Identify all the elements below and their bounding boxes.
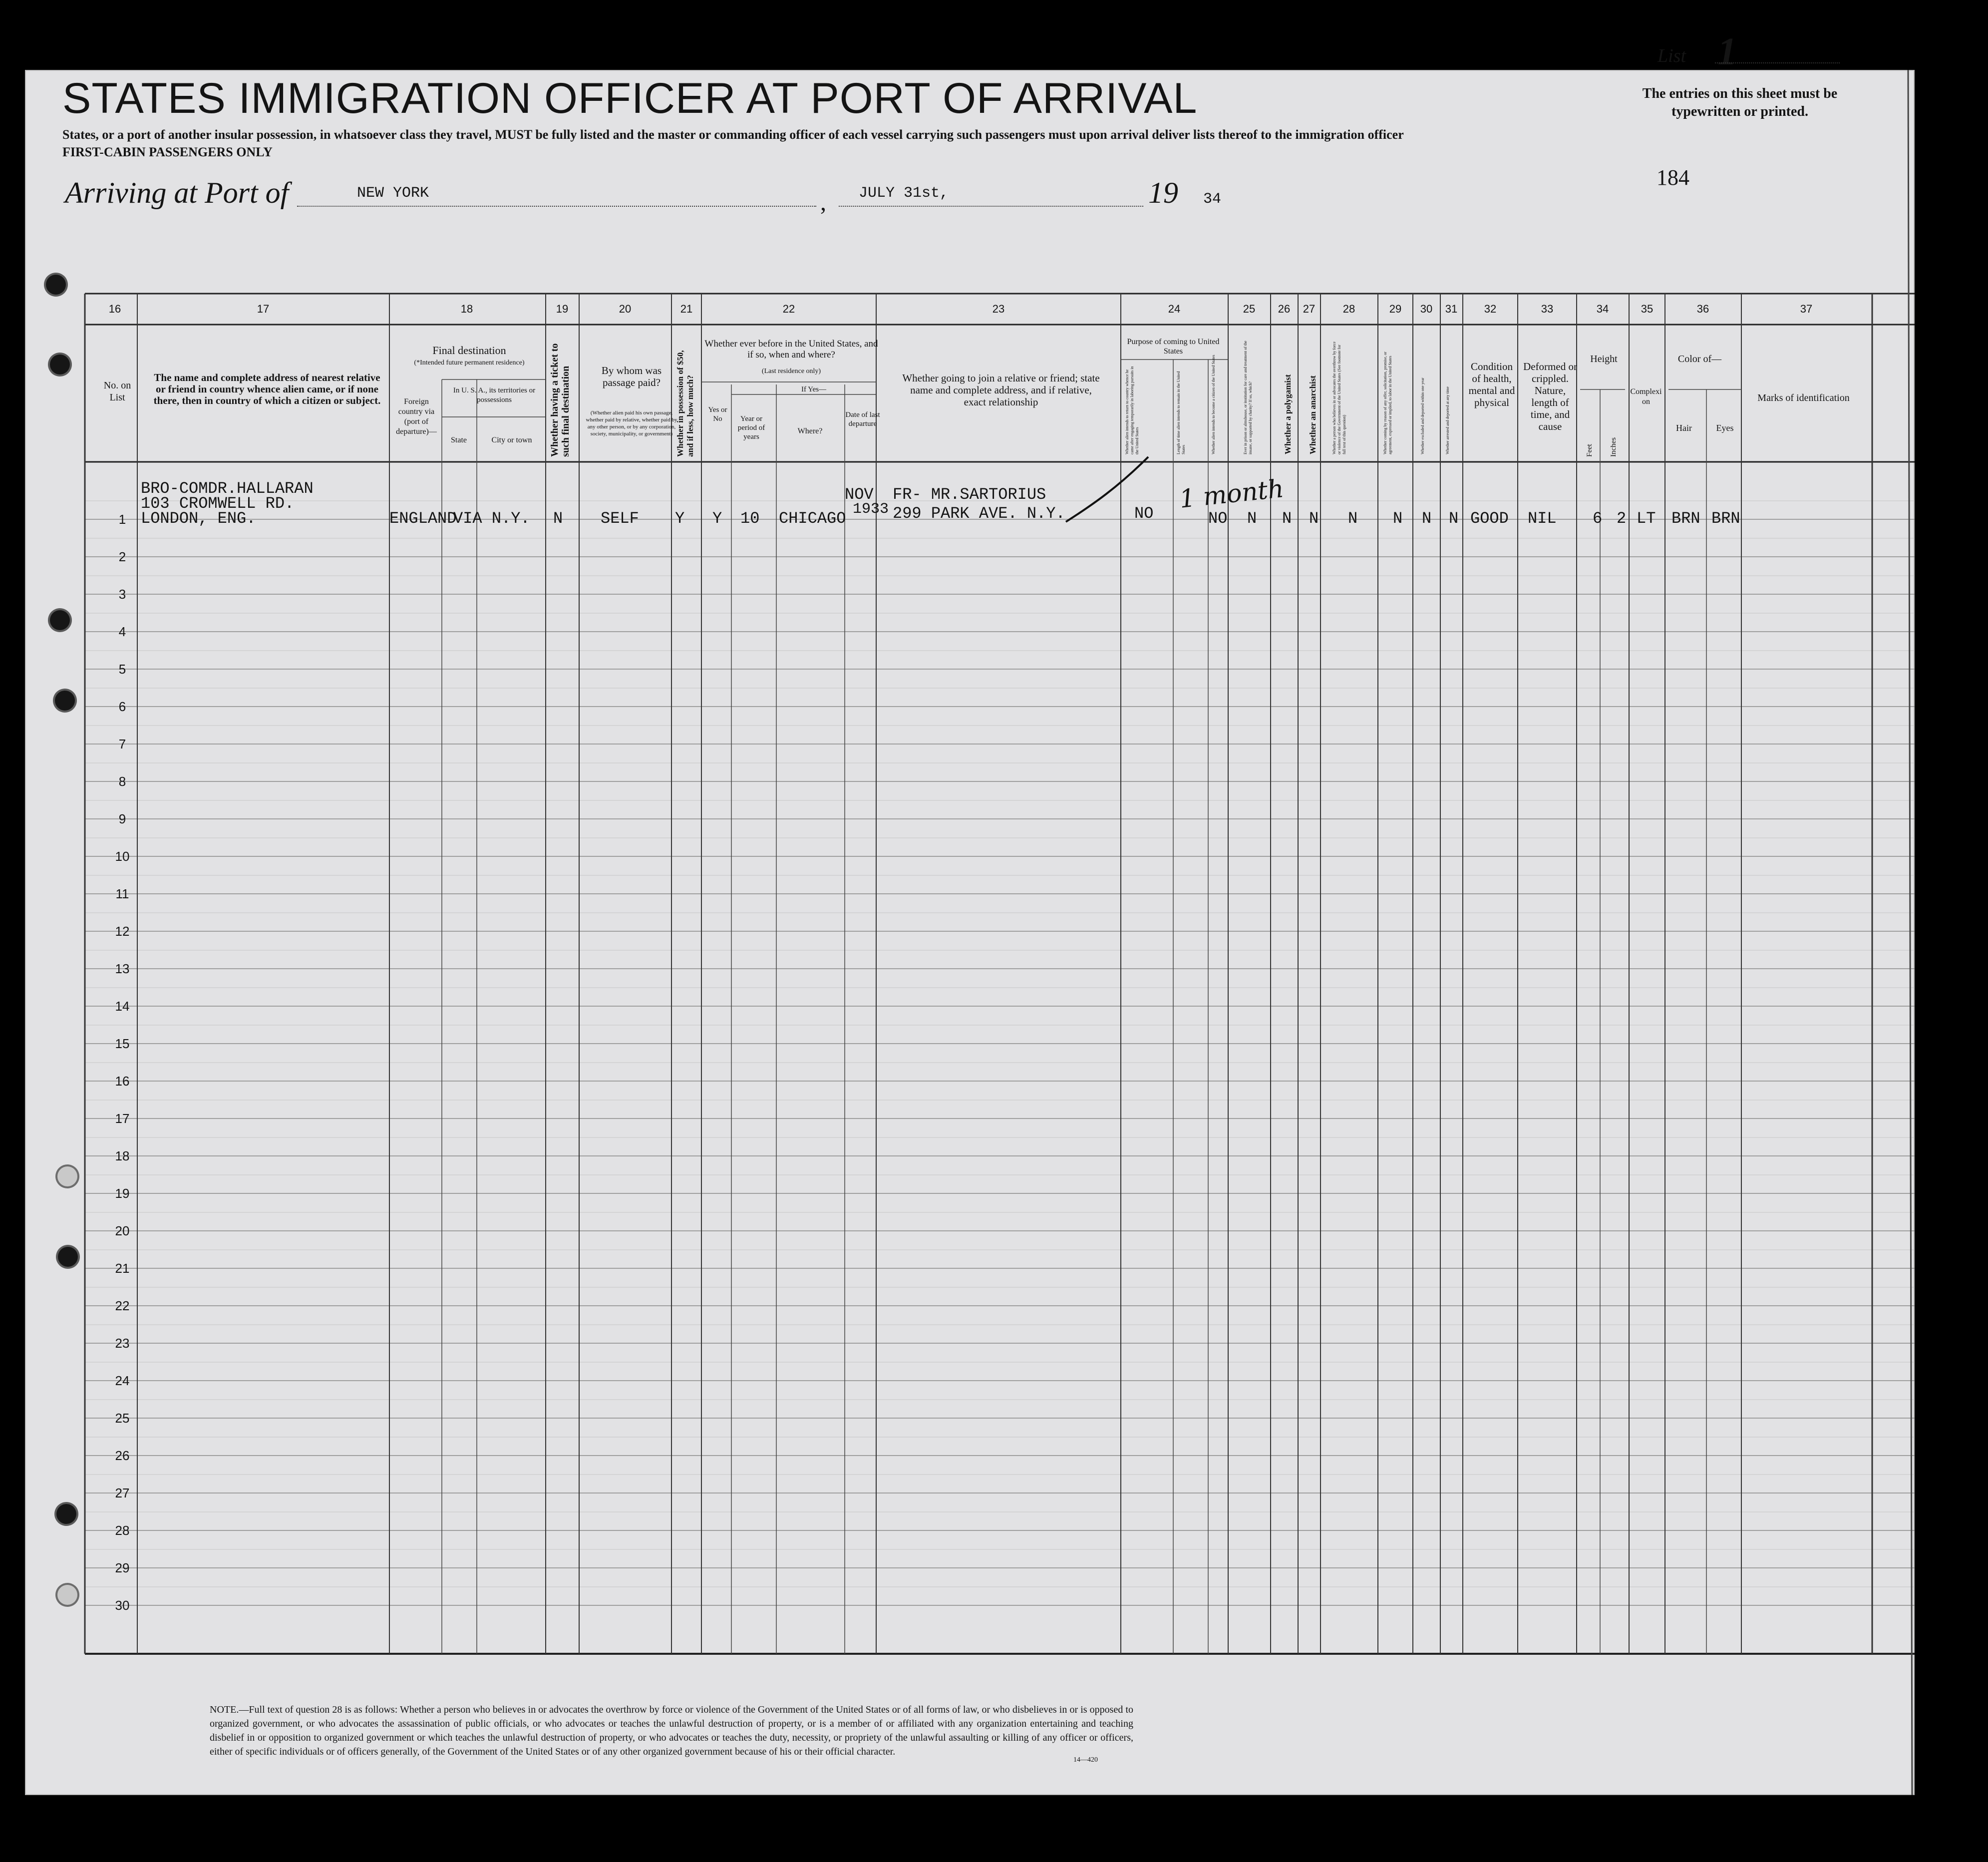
row-number-3: 3 [118, 587, 126, 602]
row-number-17: 17 [115, 1111, 130, 1126]
row-number-4: 4 [118, 624, 126, 639]
arrival-date: JULY 31st, [859, 185, 949, 202]
complexion: LT [1637, 509, 1656, 528]
col34-inches-header: Inches [1610, 437, 1618, 457]
col24-header: Purpose of coming to United States [1127, 338, 1220, 356]
foreign-country: ENGLAND [389, 509, 457, 528]
row-number-1: 1 [118, 512, 126, 527]
col26-header: Whether a polygamist [1283, 374, 1293, 454]
col33-header: Deformed or crippled. Nature, length of time, and cause [1523, 361, 1577, 432]
column-number-29: 29 [1389, 303, 1402, 315]
last-departure-year: 1933 [853, 501, 889, 518]
col22-date: Date of last departure [845, 411, 880, 428]
col30-header: Whether excluded and deported within one year [1420, 377, 1425, 454]
row-number-24: 24 [115, 1373, 130, 1388]
previous-years: 10 [740, 509, 760, 528]
col32-header: Condition of health, mental and physical [1468, 361, 1515, 408]
col22-header: Whether ever before in the United States, and if so, when and where? [704, 339, 878, 360]
col21-header: Whether in possession of $50, and if less, how much? [675, 350, 695, 457]
col22-note: (Last residence only) [761, 368, 821, 375]
col18-state-header: State [451, 436, 467, 444]
column-number-24: 24 [1168, 303, 1181, 315]
column-number-36: 36 [1696, 303, 1709, 315]
col23-header: Whether going to join a relative or friend; state name and complete address, and if relative, exact relationship [902, 372, 1100, 408]
row-number-10: 10 [115, 849, 130, 864]
column-number-16: 16 [108, 303, 121, 315]
row-number-18: 18 [115, 1148, 130, 1163]
col27-header: Whether an anarchist [1308, 375, 1318, 454]
relative-city: LONDON, ENG. [141, 509, 256, 528]
port-value: NEW YORK [357, 185, 429, 202]
col36-eyes-header: Eyes [1716, 423, 1734, 433]
height-feet: 6 [1593, 509, 1603, 528]
column-number-21: 21 [680, 303, 693, 315]
row-number-27: 27 [115, 1486, 130, 1500]
row-number-11: 11 [115, 886, 129, 901]
col37-header: Marks of identification [1757, 392, 1850, 403]
last-departure-month: NOV [845, 485, 874, 504]
height-inches: 2 [1617, 509, 1627, 528]
arrested: N [1449, 509, 1459, 528]
col25-header: Ever in prison or almshouse, or institution for care and treatment of the insane, or supported by charity? If so, which? [1243, 341, 1253, 454]
column-number-37: 37 [1800, 303, 1813, 315]
page-title: STATES IMMIGRATION OFFICER AT PORT OF ARRIVAL [62, 74, 1198, 122]
row-number-28: 28 [115, 1523, 130, 1538]
col22-where: Where? [797, 427, 823, 435]
year-suffix: 34 [1203, 191, 1222, 208]
column-number-19: 19 [556, 303, 569, 315]
column-number-25: 25 [1243, 303, 1256, 315]
footnote: NOTE.—Full text of question 28 is as follows: Whether a person who believes in or advocates the overthrow by force or violence of the Government of the United States or of all forms of law, or who disbelieves in or is opposed to organized government, or who advocates the assassination of public officials, or who advocates or teaches the unlawful destruction of property, or is a member of or affiliated with any organization entertaining and teaching disbelief in or opposition to organized government or which teaches the unlawful destruction of property, or who advocates or teaches the duty, necessity, or propriety of the unlawful assaulting or killing of any officer or officers, either of specific individuals or of officers generally, of the Government of the United States or of any other organized government because of his or their official character. [210, 1704, 1133, 1757]
anarchist: N [1309, 509, 1319, 528]
column-number-23: 23 [992, 303, 1005, 315]
form-number: 14—420 [1073, 1756, 1098, 1764]
row-number-2: 2 [118, 549, 126, 564]
year-prefix: 19 [1148, 176, 1178, 209]
comma: , [820, 189, 826, 216]
row-number-14: 14 [115, 999, 130, 1014]
passage-paid-by: SELF [601, 509, 639, 528]
column-number-30: 30 [1420, 303, 1433, 315]
column-number-20: 20 [619, 303, 632, 315]
col18-header: Final destination [432, 344, 506, 357]
typewritten-note: The entries on this sheet must be typewritten or printed. [1642, 86, 1838, 119]
join-address: 299 PARK AVE. N.Y. [893, 504, 1065, 523]
col16-header: No. on List [103, 380, 131, 403]
col18-note: (*Intended future permanent residence) [414, 359, 525, 367]
row-number-29: 29 [115, 1560, 130, 1575]
row-number-16: 16 [115, 1074, 130, 1089]
ticket: N [553, 509, 563, 528]
via-port: VIA N.Y. [453, 509, 530, 528]
row-number-22: 22 [115, 1298, 130, 1313]
col20-header: By whom was passage paid? [601, 365, 662, 388]
column-number-32: 32 [1484, 303, 1497, 315]
column-number-28: 28 [1342, 303, 1355, 315]
col19-header: Whether having a ticket to such final destination [549, 343, 571, 457]
overthrow: N [1348, 509, 1358, 528]
intends-citizen: NO [1208, 509, 1228, 528]
row-number-9: 9 [118, 811, 126, 826]
list-label: List [1657, 45, 1686, 66]
col31-header: Whether arrested and deported at any time [1445, 386, 1450, 454]
col18-usa-header: In U. S. A., its territories or possessions [453, 386, 536, 404]
col34-header: Height [1590, 354, 1618, 365]
column-number-35: 35 [1641, 303, 1654, 315]
arriving-label: Arriving at Port of [65, 176, 289, 209]
join-friend: FR- MR.SARTORIUS [893, 485, 1046, 504]
row-number-15: 15 [115, 1036, 130, 1051]
col20-note: (Whether alien paid his own passage, whether paid by relative, whether paid by any other person, or by any corporation, society, municipality, or government) [586, 410, 677, 437]
column-number-31: 31 [1445, 303, 1458, 315]
previous-visit: Y [712, 509, 722, 528]
col28-header: Whether a person who believes in or advocates the overthrow by force or violence of the Government of the United States (See footnote for full text of this question) [1332, 342, 1346, 454]
row-number-21: 21 [115, 1261, 130, 1276]
col36-hair-header: Hair [1676, 423, 1692, 433]
contract-labor: N [1393, 509, 1403, 528]
col29-header: Whether coming by reason of any offer, solicitation, promise, or agreement, expressed or implied, to labor in the United States [1383, 352, 1392, 454]
col18-foreign-header: Foreign country via (port of departure)— [396, 397, 437, 436]
row-number-19: 19 [115, 1186, 130, 1201]
row-number-8: 8 [118, 774, 126, 789]
column-number-33: 33 [1541, 303, 1554, 315]
excluded: N [1422, 509, 1432, 528]
money-50: Y [675, 509, 685, 528]
row-number-6: 6 [118, 699, 126, 714]
prison: N [1247, 509, 1257, 528]
relative-name: BRO-COMDR.HALLARAN [141, 479, 314, 498]
col18-city-header: City or town [491, 436, 532, 444]
column-number-34: 34 [1596, 303, 1609, 315]
grid-line [1908, 70, 1912, 1795]
list-number: 1 [1717, 29, 1737, 73]
col34-feet-header: Feet [1586, 444, 1594, 457]
row-number-5: 5 [118, 662, 126, 677]
polygamist: N [1282, 509, 1292, 528]
col35-header: Complexion [1630, 387, 1662, 406]
col17-header: The name and complete address of nearest relative or friend in country whence alien came, or if none there, then in country of which a citizen or subject. [153, 372, 381, 406]
row-number-25: 25 [115, 1411, 130, 1426]
hair-color: BRN [1671, 509, 1700, 528]
row-number-20: 20 [115, 1223, 130, 1238]
health: GOOD [1470, 509, 1509, 528]
previous-where: CHICAGO [779, 509, 846, 528]
column-number-17: 17 [257, 303, 270, 315]
row-number-23: 23 [115, 1336, 130, 1351]
col22-yesno: Yes or No [708, 406, 727, 423]
row-number-12: 12 [115, 924, 130, 939]
row-number-7: 7 [118, 737, 126, 751]
row-number-26: 26 [115, 1448, 130, 1463]
col22-ifyes: If Yes— [801, 385, 826, 393]
eye-color: BRN [1711, 509, 1740, 528]
subtitle: States, or a port of another insular possession, in whatsoever class they travel, MUST be fully listed and the master or commanding officer of each vessel carrying such passengers must upon arrival deliver lists thereof to the immigration officer [62, 127, 1404, 142]
col24b-header: Length of time alien intends to remain in the United States [1176, 371, 1186, 454]
column-number-22: 22 [782, 303, 795, 315]
length-of-stay: 1 month [1178, 474, 1286, 514]
column-number-18: 18 [460, 303, 473, 315]
col22-years: Year or period of years [737, 415, 765, 441]
col36-header: Color of— [1677, 354, 1722, 365]
column-number-27: 27 [1303, 303, 1316, 315]
sheet-number: 184 [1657, 165, 1689, 190]
intends-return: NO [1134, 504, 1154, 523]
col24c-header: Whether alien intends to become a citizen of the United States [1211, 355, 1216, 454]
deformed: NIL [1528, 509, 1557, 528]
col24a-header: Whether alien intends to return to country whence he came after engaging temporarily in laboring pursuits in the United States [1125, 366, 1139, 454]
column-number-26: 26 [1278, 303, 1291, 315]
row-number-13: 13 [115, 961, 130, 976]
row-number-30: 30 [115, 1598, 130, 1613]
subtitle-class: FIRST-CABIN PASSENGERS ONLY [62, 145, 273, 159]
relative-street: 103 CROMWELL RD. [141, 494, 295, 513]
